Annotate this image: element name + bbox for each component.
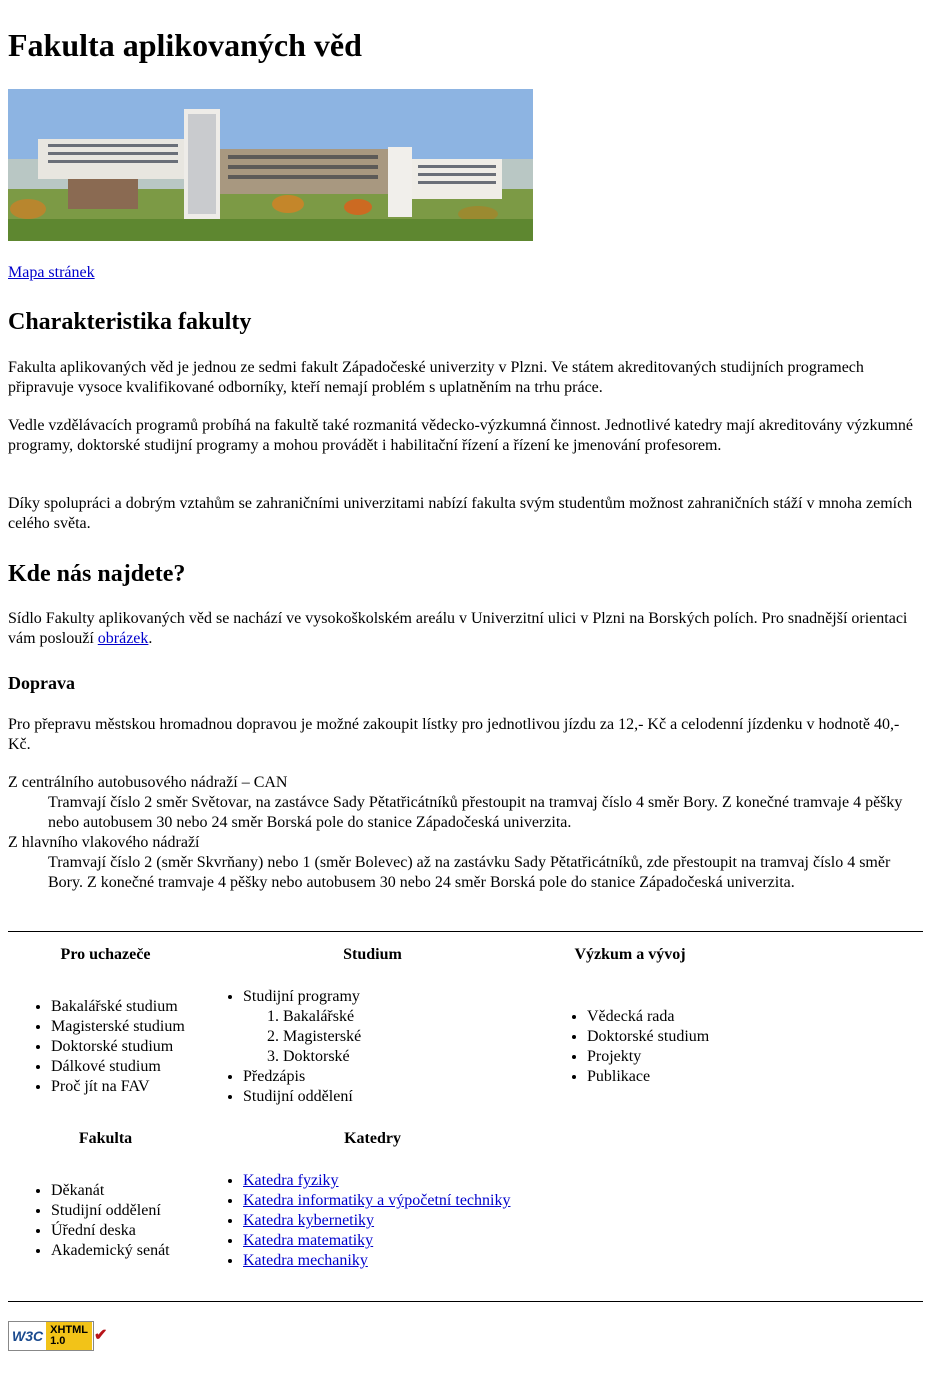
- transport-heading: Doprava: [8, 673, 75, 693]
- list-item[interactable]: • Úřední deska: [51, 1221, 170, 1241]
- list-item: [243, 1191, 510, 1211]
- list-item: [243, 1211, 510, 1231]
- divider: [8, 1301, 923, 1302]
- location-paragraph: [8, 609, 920, 649]
- list-item[interactable]: • Vědecká rada: [587, 1007, 709, 1027]
- w3c-logo-text: W3C: [12, 1328, 44, 1344]
- department-link[interactable]: Katedra matematiky: [243, 1232, 374, 1249]
- list-item[interactable]: • Doktorské studium: [587, 1027, 709, 1047]
- route-term: Z centrálního autobusového nádraží – CAN: [8, 774, 288, 791]
- list-item: [243, 1231, 510, 1251]
- list-item[interactable]: • Publikace: [587, 1067, 709, 1087]
- nav-list-fakulta: [8, 1181, 170, 1261]
- route-description: Tramvají číslo 2 (směr Skvrňany) nebo 1 (směr Bolevec) až na zastávku Sady Pětatřicátníků, zde přestoupit na tramvaj číslo 4 směr Bory. Z konečné tramvaje 4 pěšky nebo autobusem 30 nebo 24 směr Borská pole do stanice Západočeská univerzita.: [48, 854, 891, 891]
- page-title: Fakulta aplikovaných věd: [8, 27, 362, 63]
- list-item[interactable]: • Magisterské studium: [51, 1017, 185, 1037]
- list-item[interactable]: • Proč jít na FAV: [51, 1077, 185, 1097]
- campus-photo: [8, 89, 533, 241]
- transport-intro: Pro přepravu městskou hromadnou dopravou je možné zakoupit lístky pro jednotlivou jízdu za 12,- Kč a celodenní jízdenku v hodnotě 40,- Kč.: [8, 716, 900, 753]
- list-item[interactable]: • Bakalářské studium: [51, 997, 185, 1017]
- list-item[interactable]: • Studijní oddělení: [243, 1087, 361, 1107]
- list-item[interactable]: 2. Magisterské: [283, 1027, 361, 1047]
- list-item[interactable]: • Děkanát: [51, 1181, 170, 1201]
- sitemap-link[interactable]: Mapa stránek: [8, 264, 95, 281]
- transport-routes: [8, 773, 920, 893]
- list-item[interactable]: • Doktorské studium: [51, 1037, 185, 1057]
- list-item[interactable]: • Projekty: [587, 1047, 709, 1067]
- location-text-end: .: [148, 630, 153, 647]
- xhtml-version: 1.0: [50, 1335, 66, 1347]
- nav-heading-studium: Studium: [343, 946, 402, 963]
- nav-list-vyzkum: [544, 1007, 709, 1087]
- location-heading: Kde nás najdete?: [8, 561, 186, 587]
- characteristics-heading: Charakteristika fakulty: [8, 309, 252, 335]
- list-item-label: Studijní programy: [243, 988, 360, 1005]
- xhtml-version-box: [46, 1322, 92, 1350]
- list-item[interactable]: 3. Doktorské: [283, 1047, 361, 1067]
- nav-heading-uchazece: Pro uchazeče: [60, 946, 151, 963]
- list-item: [243, 1171, 510, 1191]
- location-image-link[interactable]: obrázek: [97, 630, 149, 647]
- list-item[interactable]: • Předzápis: [243, 1067, 361, 1087]
- characteristics-paragraph-1: Fakulta aplikovaných věd je jednou ze sedmi fakult Západočeské univerzity v Plzni. Ve státem akreditovaných studijních programech připravuje vysoce kvalifikované odborníky, kteří nemají problém s uplatněním na trhu práce.: [8, 359, 864, 396]
- nav-sublist-programs: [243, 1007, 361, 1067]
- route-term: Z hlavního vlakového nádraží: [8, 834, 200, 851]
- list-item[interactable]: [243, 987, 361, 1067]
- list-item[interactable]: • Studijní oddělení: [51, 1201, 170, 1221]
- department-link[interactable]: Katedra fyziky: [243, 1172, 339, 1189]
- xhtml-validator-badge[interactable]: [8, 1321, 108, 1351]
- location-text: Sídlo Fakulty aplikovaných věd se nachází ve vysokoškolském areálu v Univerzitní ulici v Plzni na Borských polích. Pro snadnější orientaci vám poslouží: [8, 610, 908, 647]
- department-link[interactable]: Katedra kybernetiky: [243, 1212, 375, 1229]
- characteristics-paragraph-2: Vedle vzdělávacích programů probíhá na fakultě také rozmanitá vědecko-výzkumná činnost. Jednotlivé katedry mají akreditovány výzkumné programy, doktorské studijní programy a mohou provádět i habilitační řízení a řízení ke jmenování profesorem.: [8, 417, 913, 454]
- divider: [8, 931, 923, 932]
- xhtml-label: XHTML: [50, 1324, 89, 1336]
- nav-list-uchazece: [8, 997, 185, 1097]
- nav-heading-fakulta: Fakulta: [78, 1130, 133, 1147]
- checkmark-icon: ✔: [94, 1327, 108, 1344]
- list-item[interactable]: • Akademický senát: [51, 1241, 170, 1261]
- nav-heading-vyzkum: Výzkum a vývoj: [574, 946, 686, 963]
- route-description: Tramvají číslo 2 směr Světovar, na zastávce Sady Pětatřicátníků přestoupit na tramvaj číslo 4 směr Bory. Z konečné tramvaje 4 pěšky nebo autobusem 30 nebo 24 směr Borská pole do stanice Západočeská univerzita.: [48, 794, 903, 831]
- list-item: [243, 1251, 510, 1271]
- nav-list-katedry: [200, 1171, 510, 1271]
- department-link[interactable]: Katedra mechaniky: [243, 1252, 368, 1269]
- characteristics-paragraph-3: Díky spolupráci a dobrým vztahům se zahraničními univerzitami nabízí fakulta svým studentům možnost zahraničních stáží v mnoha zemích celého světa.: [8, 495, 913, 532]
- nav-heading-katedry: Katedry: [344, 1130, 401, 1147]
- list-item[interactable]: • Dálkové studium: [51, 1057, 185, 1077]
- department-link[interactable]: Katedra informatiky a výpočetní techniky: [243, 1192, 511, 1209]
- list-item[interactable]: 1. Bakalářské: [283, 1007, 361, 1027]
- nav-list-studium: [200, 987, 361, 1107]
